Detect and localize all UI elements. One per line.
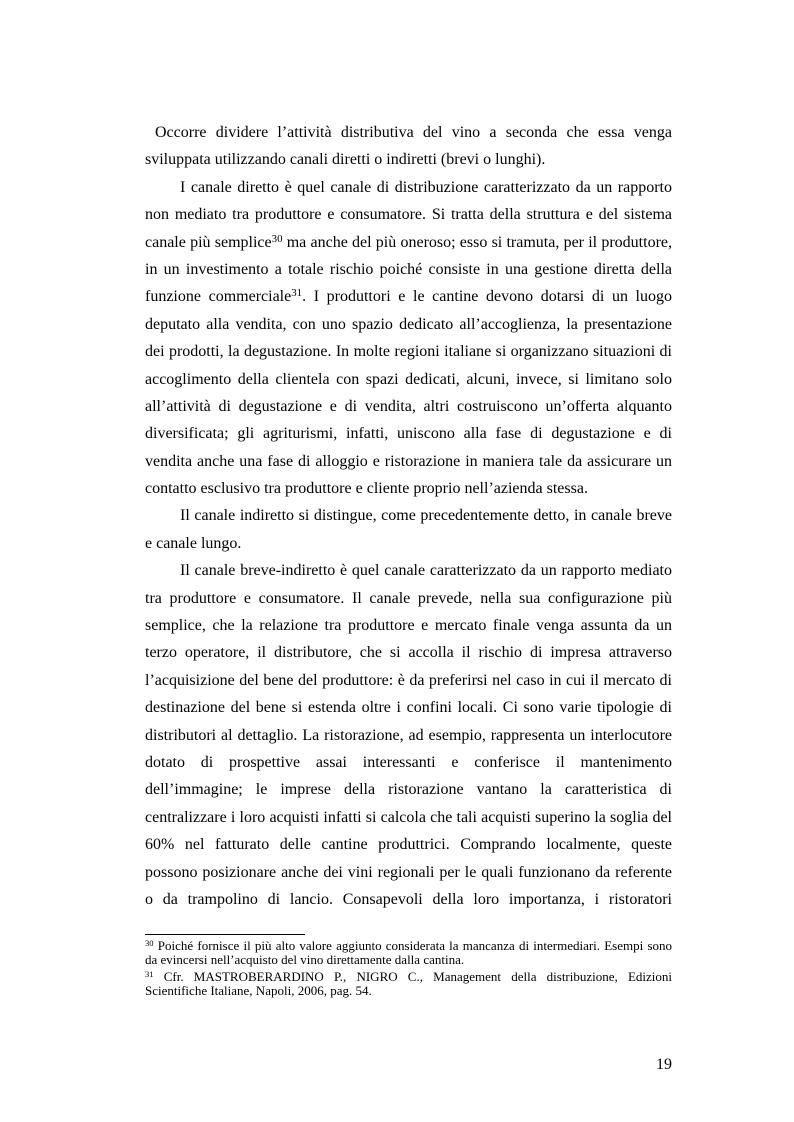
text-line: accoglimento della clientela con spazi dedicati, alcuni, invece, si limitano solo: [145, 370, 672, 388]
text-line: destinazione del bene si estenda oltre i confini locali. Ci sono varie tipologie di: [145, 699, 672, 717]
text-segment: canale più semplice: [145, 233, 272, 251]
footnote: [145, 939, 672, 967]
paragraph: [145, 502, 672, 557]
text-line: centralizzare i loro acquisti infatti si calcola che tali acquisti superino la soglia del: [145, 808, 672, 826]
text-line: semplice, che la relazione tra produttore e mercato finale venga assunta da un: [145, 617, 672, 635]
text-line: terzo operatore, il distributore, che si accolla il rischio di impresa attraverso: [145, 644, 672, 662]
footnote-line: Scientifiche Italiane, Napoli, 2006, pag. 54.: [145, 983, 372, 998]
text-line: dotato di prospettive assai interessanti e conferisce il mantenimento: [145, 753, 672, 771]
text-line: [145, 283, 672, 310]
footnote-text: Cfr. MASTROBERARDINO P., NIGRO C., Management della distribuzione, Edizioni: [163, 969, 672, 984]
text-line: e canale lungo.: [145, 534, 242, 552]
text-line: non mediato tra produttore e consumatore. Si tratta della struttura e del sistema: [145, 206, 672, 224]
text-line: dell’immagine; le imprese della ristorazione vantano la caratteristica di: [145, 781, 672, 799]
footnote-line: [145, 970, 672, 984]
footnote-text: Poiché fornisce il più alto valore aggiunto considerata la mancanza di intermediari. Esempi sono: [157, 938, 672, 953]
text-line: o da trampolino di lancio. Consapevoli della loro importanza, i ristoratori: [145, 890, 672, 908]
footnote-reference: 30: [271, 232, 283, 245]
text-segment: funzione commerciale: [145, 288, 292, 306]
text-line: dei prodotti, la degustazione. In molte regioni italiane si organizzano situazioni di: [145, 343, 672, 361]
paragraph: [145, 174, 672, 503]
text-line: Occorre dividere l’attività distributiva del vino a seconda che essa venga: [155, 124, 672, 141]
body-text: [145, 119, 672, 913]
text-line: Il canale breve-indiretto è quel canale caratterizzato da un rapporto mediato: [180, 562, 672, 580]
text-line: Il canale indiretto si distingue, come precedentemente detto, in canale breve: [180, 507, 672, 525]
footnote: [145, 970, 672, 998]
text-line: tra produttore e consumatore. Il canale prevede, nella sua configurazione più: [145, 589, 672, 607]
text-line: distributori al dettaglio. La ristorazione, ad esempio, rappresenta un interlocutore: [145, 726, 672, 744]
text-line: sviluppata utilizzando canali diretti o indiretti (brevi o lunghi).: [145, 151, 546, 169]
text-line: vendita anche una fase di alloggio e ristorazione in maniera tale da assicurare un: [145, 452, 672, 470]
text-line: deputato alla vendita, con uno spazio dedicato all’accoglienza, la presentazione: [145, 315, 672, 333]
page-number: 19: [656, 1056, 672, 1073]
text-segment: ma anche del più oneroso; esso si tramuta, per il produttore,: [282, 233, 672, 251]
footnote-number: 31: [145, 969, 154, 980]
text-line: all’attività di degustazione e di vendita, altri costruiscono un’offerta alquanto: [145, 397, 672, 415]
text-line: [145, 229, 672, 256]
paragraph: [145, 119, 672, 174]
text-line: in un investimento a totale rischio poiché consiste in una gestione diretta della: [145, 260, 672, 278]
text-line: l’acquisizione del bene del produttore: è da preferirsi nel caso in cui il mercato di: [145, 671, 672, 689]
text-line: possono posizionare anche dei vini regionali per le quali funzionano da referente: [145, 863, 672, 881]
footnote-line: [145, 939, 672, 953]
text-line: 60% nel fatturato delle cantine produttrici. Comprando localmente, queste: [145, 836, 672, 854]
text-line: diversificata; gli agriturismi, infatti, uniscono alla fase di degustazione e di: [145, 425, 672, 443]
footnotes: [145, 939, 672, 998]
footnote-line: da evincersi nell’acquisto del vino direttamente dalla cantina.: [145, 952, 465, 967]
text-line: I canale diretto è quel canale di distribuzione caratterizzato da un rapporto: [180, 178, 672, 196]
paragraph: [145, 557, 672, 913]
footnote-separator: [145, 934, 305, 935]
footnote-reference: 31: [291, 287, 303, 300]
text-line: contatto esclusivo tra produttore e cliente proprio nell’azienda stessa.: [145, 480, 588, 498]
text-segment: . I produttori e le cantine devono dotarsi di un luogo: [302, 288, 673, 306]
footnote-number: 30: [145, 938, 154, 949]
